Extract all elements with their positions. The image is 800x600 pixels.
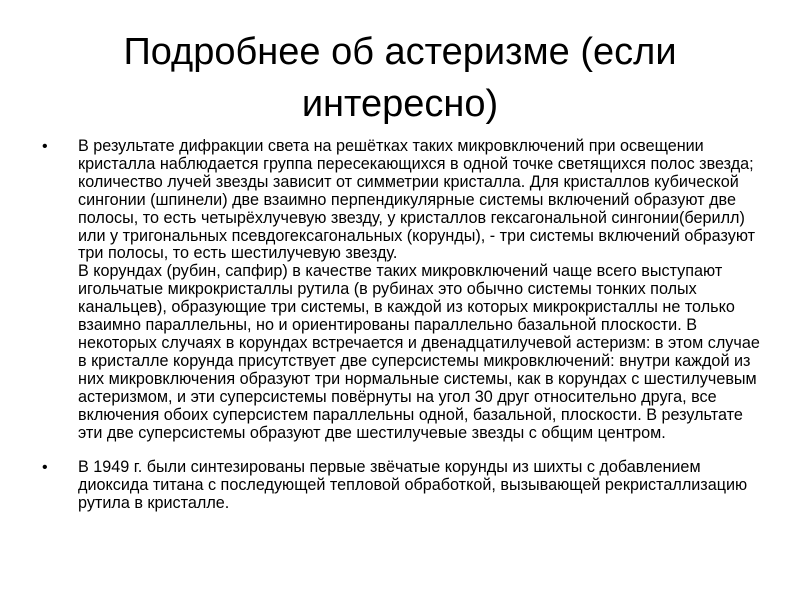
- paragraph-synthesis: В 1949 г. были синтезированы первые звёчатые корунды из шихты с добавлением диоксида титана с последующей тепловой обработкой, вызывающей рекристаллизацию рутила в кристалле.: [78, 458, 748, 513]
- bullet-item-synthesis: [0, 459, 800, 513]
- bullet-item-diffraction: [0, 138, 800, 442]
- slide-title: Подробнее об астеризме (если интересно): [123, 31, 677, 125]
- paragraph-corundum: В корундах (рубин, сапфир) в качестве таких микровключений чаще всего выступают игольчатые микрокристаллы рутила (в рубинах это обычно системы тонких полых канальцев), образующие три системы, в каждой из которых микрокристаллы не только взаимно параллельны, но и ориентированы параллельно базальной плоскости. В некоторых случаях в корундах встречается и двенадцатилучевой астеризм: в этом случае в кристалле корунда присутствует две суперсистемы микровключений: внутри каждой из них микровключения образуют три нормальные системы, как в корундах с шестилучевым астеризмом, и эти суперсистемы повёрнуты на угол 30 друг относительно друга, все включения обоих суперсистем параллельны одной, базальной, плоскости. В результате эти две суперсистемы образуют две шестилучевые звезды с общим центром.: [78, 262, 760, 442]
- bullet-dot-icon: •: [42, 138, 48, 155]
- paragraph-diffraction: В результате дифракции света на решётках таких микровключений при освещении кристалла наблюдается группа пересекающихся в одной точке светящихся полос звезда; количество лучей звезды зависит от симметрии кристалла. Для кристаллов кубической сингонии (шпинели) две взаимно перпендикулярные системы включений образуют две полосы, то есть четырёхлучевую звезду, у кристаллов гексагональной сингонии(берилл) или у тригональных псевдогексагональных (корунды), - три системы включений образуют три полосы, то есть шестилучевую звезду.: [78, 137, 756, 263]
- bullet-dot-icon: •: [42, 459, 48, 477]
- bullet-list: [0, 138, 800, 513]
